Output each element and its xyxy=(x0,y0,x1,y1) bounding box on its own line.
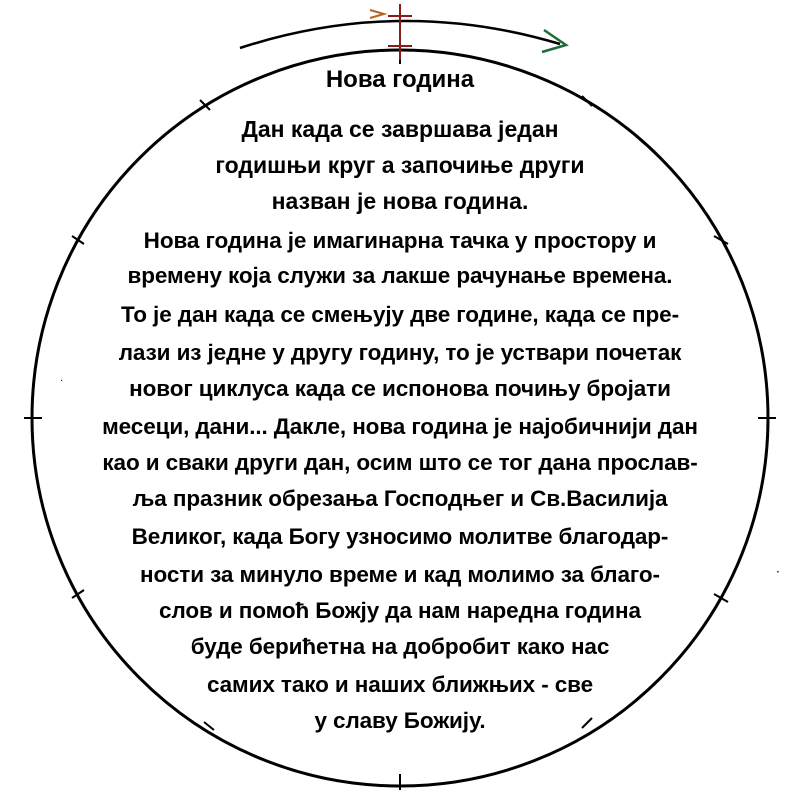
body-line-14: у славу Божију. xyxy=(314,708,486,733)
page-title: Нова година xyxy=(325,66,475,93)
body-line-10: ности за минуло време и кад молимо за благо- xyxy=(140,562,660,587)
body-line-13: самих тако и наших ближњих - све xyxy=(206,672,594,697)
body-line-6: месеци, дани... Дакле, нова година је најобичнији дан xyxy=(102,414,698,439)
intro-line-1: Дан када се завршава један xyxy=(241,116,559,142)
tick-upper-right-1 xyxy=(582,96,592,106)
intro-line-3: назван је нова година. xyxy=(271,188,529,214)
body-line-2: времену која служи за лакше рачунање времена. xyxy=(127,263,673,288)
arrow-head-orange xyxy=(370,10,384,18)
tick-dot-left: · xyxy=(60,376,64,387)
new-year-marker xyxy=(388,4,412,60)
tick-dot-right: · xyxy=(776,565,780,579)
body-line-9: Великог, када Богу узносимо молитве благодар- xyxy=(131,524,669,549)
body-line-8: ља празник обрезања Господњег и Св.Василија xyxy=(132,486,668,511)
body-line-7: као и сваки други дан, осим што се тог дана прослав- xyxy=(102,450,698,475)
intro-line-2: годишњи круг а започиње други xyxy=(215,152,585,178)
body-line-3: То је дан када се смењују две године, када се пре- xyxy=(121,302,679,327)
body-line-4: лази из једне у другу годину, то је уствари почетак xyxy=(118,340,682,365)
body-line-11: слов и помоћ Божју да нам наредна година xyxy=(159,598,641,623)
body-line-5: новог циклуса када се испонова почињу бројати xyxy=(129,376,671,401)
body-line-1: Нова година је имагинарна тачка у простору и xyxy=(143,228,657,253)
body-line-12: буде берићетна на добробит како нас xyxy=(190,634,610,659)
